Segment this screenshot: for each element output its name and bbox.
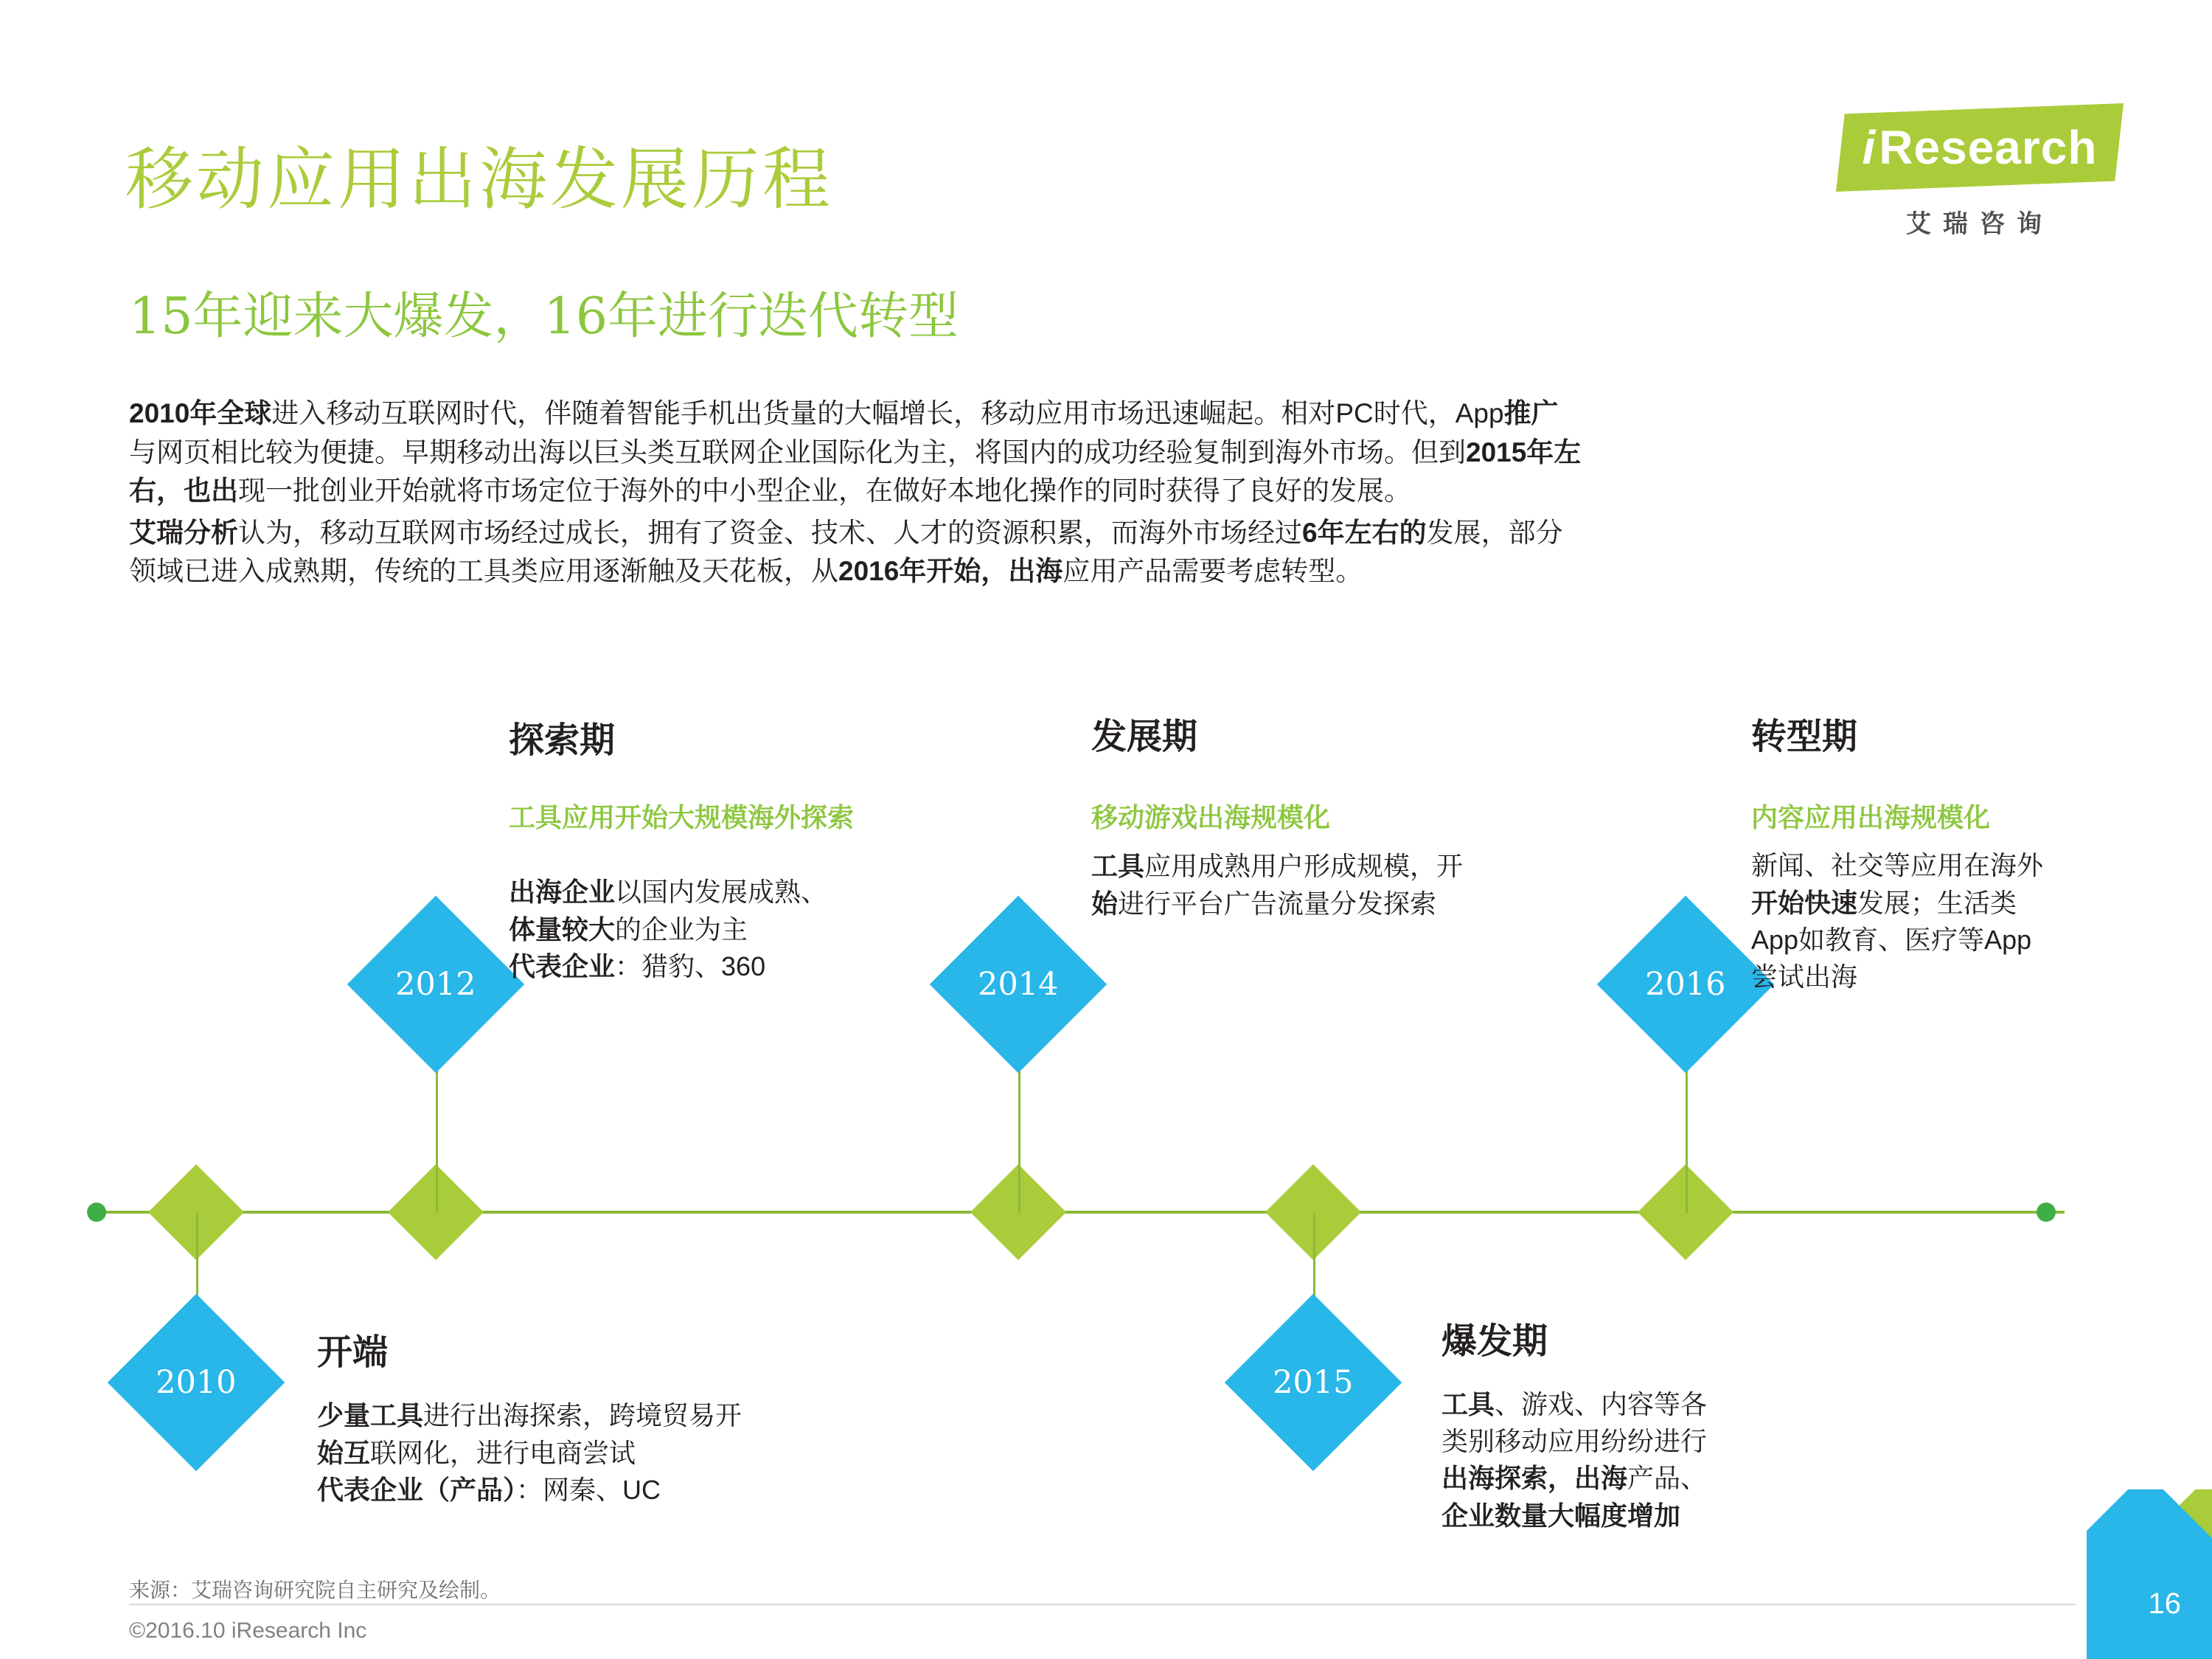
year-label-2014: 2014 (978, 966, 1059, 1003)
body-paragraph-1: 2010年全球进入移动互联网时代，伴随着智能手机出货量的大幅增长，移动应用市场迅速崛起。相对PC时代，App推广 与网页相比较为便捷。早期移动出海以巨头类互联网企业国际化为主，将国内的成功经验复制到海外市场。但到2015年左 右，也出现一批创业开始就将市场定位于海外的中小型企业，在做好本地化操作的同时获得了良好的发展。 (129, 397, 1582, 507)
year-label-2015: 2015 (1273, 1364, 1354, 1401)
phase-text-transform: 新闻、社交等应用在海外 开始快速发展；生活类 App如教育、医疗等App 尝试出海 (1751, 851, 2044, 993)
logo-letter-i: i (1862, 121, 1877, 174)
body-paragraph-2: 艾瑞分析认为，移动互联网市场经过成长，拥有了资金、技术、人才的资源积累，而海外市场经过6年左右的发展，部分 领域已进入成熟期，传统的工具类应用逐渐触及天花板，从2016年开始，出海应用产品需要考虑转型。 (129, 516, 1563, 588)
logo-word-research: Research (1879, 121, 2098, 174)
logo-chinese-name: 艾瑞咨询 (1906, 210, 2053, 238)
timeline-axis (88, 1211, 2065, 1214)
year-label-2012: 2012 (395, 966, 476, 1003)
page-number: 16 (2148, 1587, 2181, 1620)
phase-heading-explore: 探索期 (509, 721, 616, 760)
year-marker-2012[interactable] (347, 896, 524, 1073)
footer-divider (129, 1604, 2076, 1605)
phase-text-explore: 出海企业以国内发展成熟、 体量较大的企业为主 代表企业：猎豹、360 (509, 877, 828, 983)
year-marker-2014[interactable] (930, 896, 1107, 1073)
year-label-2016: 2016 (1645, 966, 1726, 1003)
phase-text-develop: 工具应用成熟用户形成规模，开 始进行平台广告流量分发探索 (1091, 851, 1464, 919)
phase-heading-start: 开端 (317, 1333, 389, 1372)
page-subtitle: 15年迎来大爆发，16年进行迭代转型 (129, 288, 959, 346)
iresearch-logo (1836, 103, 2124, 240)
phase-heading-explosion: 爆发期 (1441, 1322, 1548, 1361)
phase-heading-transform: 转型期 (1751, 717, 1858, 757)
logo-badge (1836, 103, 2124, 192)
source-note: 来源：艾瑞咨询研究院自主研究及绘制。 (129, 1578, 501, 1602)
phase-highlight-explore: 工具应用开始大规模海外探索 (509, 802, 855, 832)
year-marker-2016[interactable] (1597, 896, 1774, 1073)
year-marker-2015[interactable] (1225, 1294, 1402, 1471)
phase-text-start: 少量工具进行出海探索，跨境贸易开 始互联网化，进行电商尝试 代表企业（产品）：网秦、UC (317, 1400, 742, 1506)
logo-wordmark (1836, 103, 2124, 192)
timeline-end-dot (2037, 1203, 2056, 1222)
phase-heading-develop: 发展期 (1091, 717, 1198, 757)
timeline-start-dot (87, 1203, 106, 1222)
phase-text-explosion: 工具、游戏、内容等各 类别移动应用纷纷进行 出海探索，出海产品、 企业数量大幅度增加 (1441, 1389, 1708, 1531)
corner-decoration (2087, 1489, 2212, 1659)
phase-highlight-develop: 移动游戏出海规模化 (1091, 802, 1331, 832)
year-label-2010: 2010 (156, 1364, 237, 1401)
page-title: 移动应用出海发展历程 (125, 140, 834, 219)
body-text (129, 394, 2083, 594)
copyright-text: ©2016.10 iResearch Inc (129, 1618, 367, 1643)
phase-highlight-transform: 内容应用出海规模化 (1751, 802, 1991, 832)
year-marker-2010[interactable] (108, 1294, 285, 1471)
